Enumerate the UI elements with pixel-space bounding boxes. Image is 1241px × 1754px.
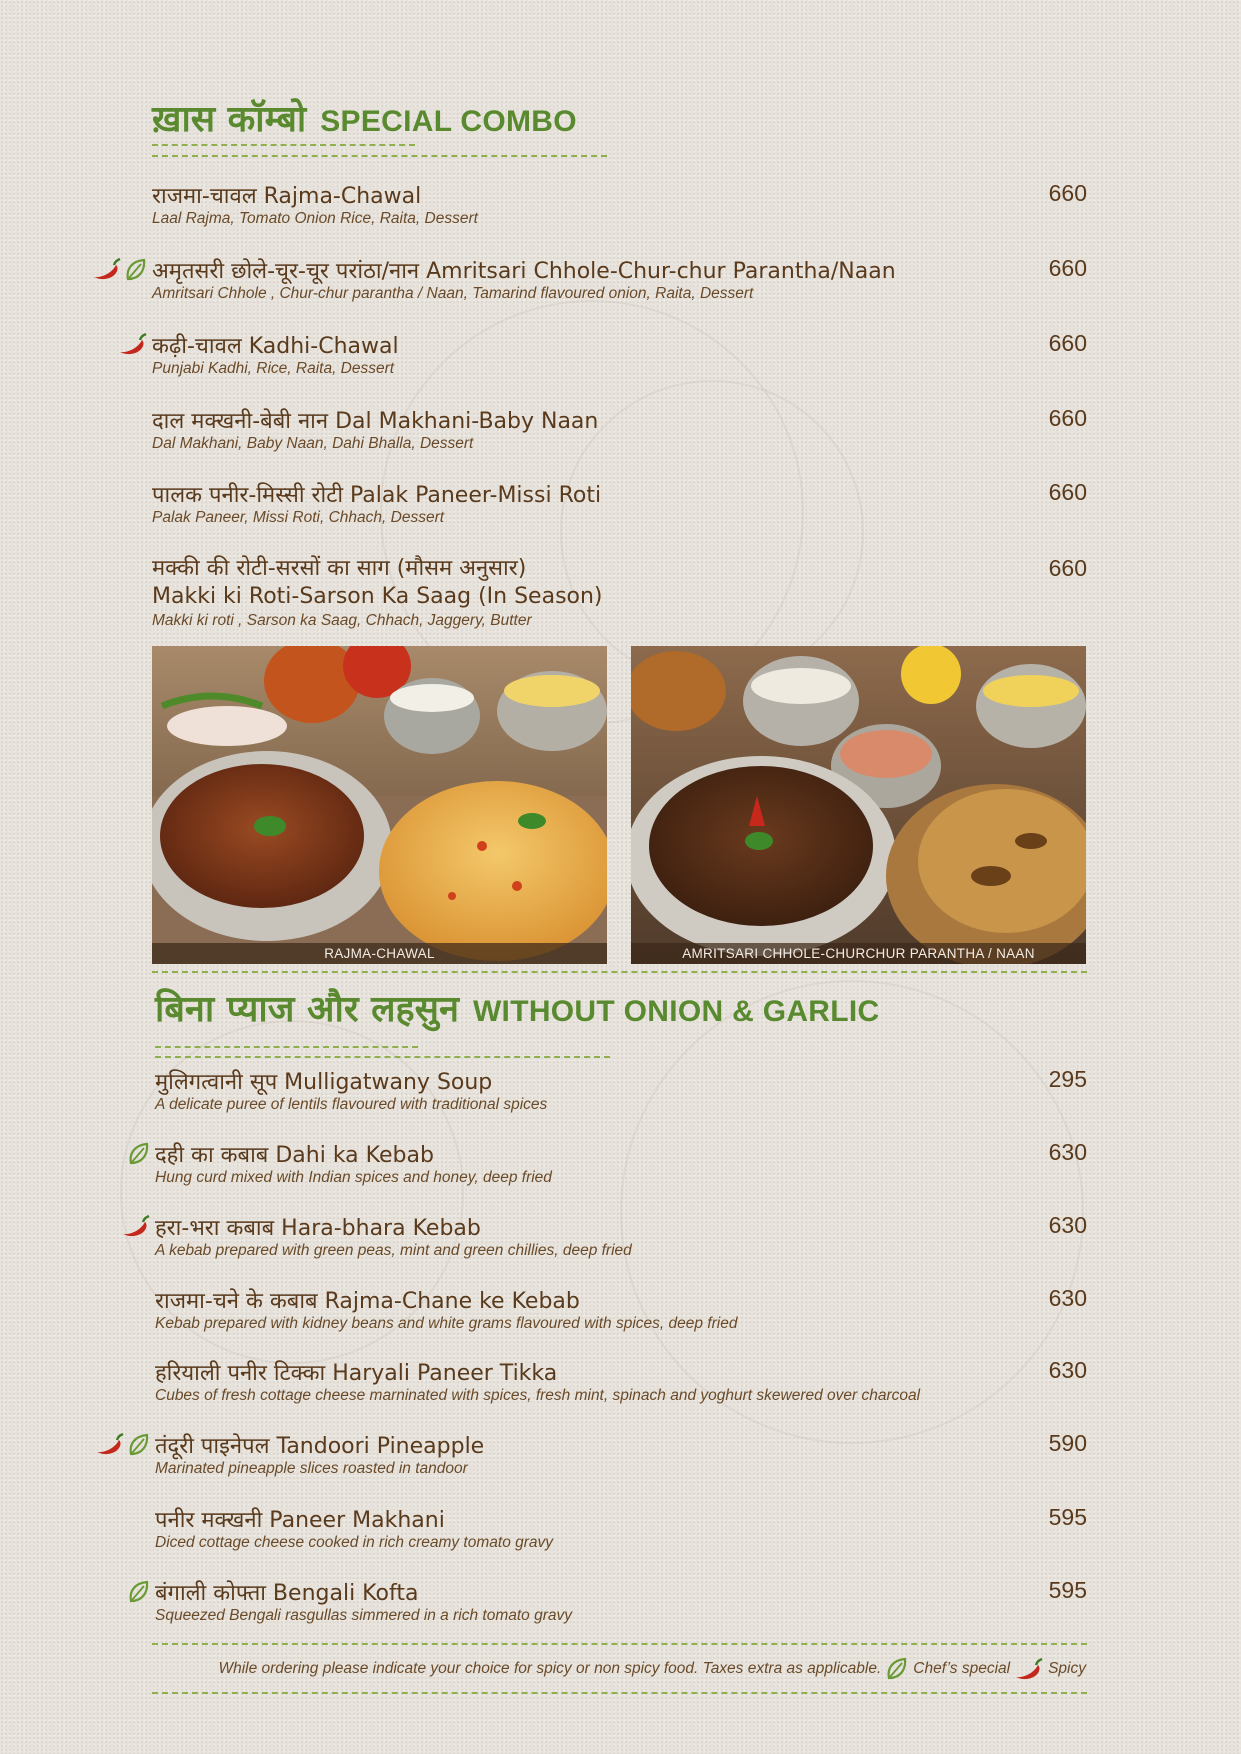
item-description: Kebab prepared with kidney beans and white grams flavoured with spices, deep fried (155, 1315, 738, 1332)
footer-divider-bottom (152, 1692, 1087, 1694)
item-badges (118, 332, 148, 356)
leaf-icon (127, 1141, 151, 1167)
item-description: A delicate puree of lentils flavoured with traditional spices (155, 1096, 548, 1113)
heading-underline (155, 1046, 418, 1048)
item-name-text: कढ़ी-चावल Kadhi-Chawal (152, 334, 399, 359)
item-description: Diced cottage cheese cooked in rich creamy tomato gravy (155, 1534, 554, 1551)
leaf-icon (885, 1656, 909, 1682)
item-name (155, 1212, 481, 1242)
item-price: 295 (1048, 1066, 1087, 1092)
leaf-icon (127, 1432, 151, 1458)
menu-item (155, 1504, 1087, 1564)
item-badges (127, 1141, 151, 1167)
item-name (152, 330, 399, 360)
item-description: Makki ki roti , Sarson ka Saag, Chhach, Jaggery, Butter (152, 612, 532, 629)
item-badges (121, 1214, 151, 1238)
menu-item (152, 330, 1087, 390)
menu-item (155, 1430, 1087, 1490)
item-price: 660 (1048, 330, 1087, 356)
item-name-text: हरियाली पनीर टिक्का Haryali Paneer Tikka (155, 1361, 558, 1386)
special-combo-title-hindi: ख़ास कॉम्बो (152, 98, 307, 140)
item-name-text: राजमा-चावल Rajma-Chawal (152, 184, 422, 209)
item-description: Squeezed Bengali rasgullas simmered in a rich tomato gravy (155, 1607, 572, 1624)
item-name (152, 255, 896, 285)
item-description: A kebab prepared with green peas, mint and green chillies, deep fried (155, 1242, 632, 1259)
heading-underline (155, 1056, 610, 1058)
item-name-text: राजमा-चने के कबाब Rajma-Chane ke Kebab (155, 1289, 580, 1314)
section-divider (152, 971, 1087, 973)
item-description: Hung curd mixed with Indian spices and honey, deep fried (155, 1169, 552, 1186)
photo-caption: RAJMA-CHAWAL (152, 943, 607, 964)
item-name (152, 405, 598, 435)
rajma-chawal-image (152, 646, 607, 964)
special-combo-heading (152, 93, 577, 142)
item-price: 660 (1048, 479, 1087, 505)
without-onion-garlic-title-english: WITHOUT ONION & GARLIC (472, 995, 880, 1028)
item-name-text: पालक पनीर-मिस्सी रोटी Palak Paneer-Missi Roti (152, 483, 602, 508)
item-description: Amritsari Chhole , Chur-chur parantha / Naan, Tamarind flavoured onion, Raita, Dessert (152, 285, 754, 302)
item-description: Palak Paneer, Missi Roti, Chhach, Dessert (152, 509, 445, 526)
item-price: 660 (1048, 255, 1087, 281)
photo-amritsari-chhole (631, 646, 1086, 964)
footer-note-text: While ordering please indicate your choice for spicy or non spicy food. Taxes extra as applicable. (218, 1660, 882, 1677)
item-name-text: मक्की की रोटी-सरसों का साग (मौसम अनुसार) (152, 556, 527, 581)
leaf-icon (124, 257, 148, 283)
photo-rajma-chawal (152, 646, 607, 964)
item-name-text: बंगाली कोफ्ता Bengali Kofta (155, 1581, 419, 1606)
menu-item (152, 555, 1087, 629)
chili-icon (1014, 1657, 1044, 1681)
chili-icon (95, 1432, 125, 1456)
item-price: 595 (1048, 1504, 1087, 1530)
item-price: 630 (1048, 1357, 1087, 1383)
item-name (155, 1577, 418, 1607)
item-name (152, 479, 601, 509)
without-onion-garlic-title-hindi: बिना प्याज और लहसुन (155, 988, 459, 1030)
heading-underline (152, 144, 415, 146)
menu-item (155, 1357, 1087, 1417)
item-description: Cubes of fresh cottage cheese marninated with spices, fresh mint, spinach and yoghurt skewered over charcoal (155, 1387, 921, 1404)
item-description: Dal Makhani, Baby Naan, Dahi Bhalla, Dessert (152, 435, 474, 452)
menu-item (152, 479, 1087, 539)
item-name (155, 1504, 445, 1534)
item-name-text: अमृतसरी छोले-चूर-चूर परांठा/नान Amritsari Chhole-Chur-chur Parantha/Naan (152, 259, 896, 284)
item-badges (127, 1579, 151, 1605)
chili-icon (92, 257, 122, 281)
item-price: 630 (1048, 1212, 1087, 1238)
menu-item (152, 255, 1087, 315)
item-name (155, 1139, 434, 1169)
footer-spicy-label: Spicy (1048, 1660, 1086, 1677)
item-price: 630 (1048, 1285, 1087, 1311)
special-combo-title-english: SPECIAL COMBO (320, 105, 577, 138)
footer-divider-top (152, 1643, 1087, 1645)
menu-item (152, 405, 1087, 465)
item-name (152, 180, 421, 210)
item-price: 590 (1048, 1430, 1087, 1456)
item-badges (95, 1432, 151, 1458)
item-description: Laal Rajma, Tomato Onion Rice, Raita, Dessert (152, 210, 478, 227)
menu-item (155, 1212, 1087, 1272)
item-name (155, 1357, 557, 1387)
item-description: Marinated pineapple slices roasted in tandoor (155, 1460, 468, 1477)
item-name (155, 1285, 580, 1315)
menu-item (152, 180, 1087, 240)
item-name-text: हरा-भरा कबाब Hara-bhara Kebab (155, 1216, 481, 1241)
heading-underline (152, 155, 607, 157)
leaf-icon (127, 1579, 151, 1605)
item-price: 630 (1048, 1139, 1087, 1165)
without-onion-garlic-heading (155, 983, 880, 1032)
item-name-text: पनीर मक्खनी Paneer Makhani (155, 1508, 445, 1533)
item-name-text: दाल मक्खनी-बेबी नान Dal Makhani-Baby Naan (152, 409, 599, 434)
item-badges (92, 257, 148, 283)
item-description: Punjabi Kadhi, Rice, Raita, Dessert (152, 360, 395, 377)
item-price: 660 (1048, 180, 1087, 206)
photo-caption: AMRITSARI CHHOLE-CHURCHUR PARANTHA / NAAN (631, 943, 1086, 964)
item-name-text: मुलिगत्वानी सूप Mulligatwany Soup (155, 1070, 493, 1095)
item-price: 660 (1048, 555, 1087, 581)
menu-item (155, 1139, 1087, 1199)
item-name (152, 555, 603, 611)
item-name-text: तंदूरी पाइनेपल Tandoori Pineapple (155, 1434, 485, 1459)
menu-item (155, 1285, 1087, 1345)
menu-item (155, 1577, 1087, 1637)
item-name (155, 1066, 492, 1096)
item-price: 660 (1048, 405, 1087, 431)
footer-chef-special-label: Chef’s special (913, 1660, 1011, 1677)
footer-note (155, 1656, 1086, 1682)
chili-icon (118, 332, 148, 356)
item-name (155, 1430, 484, 1460)
item-price: 595 (1048, 1577, 1087, 1603)
item-name-english: Makki ki Roti-Sarson Ka Saag (In Season) (152, 584, 603, 609)
item-name-text: दही का कबाब Dahi ka Kebab (155, 1143, 434, 1168)
menu-item (155, 1066, 1087, 1126)
chili-icon (121, 1214, 151, 1238)
amritsari-chhole-image (631, 646, 1086, 964)
